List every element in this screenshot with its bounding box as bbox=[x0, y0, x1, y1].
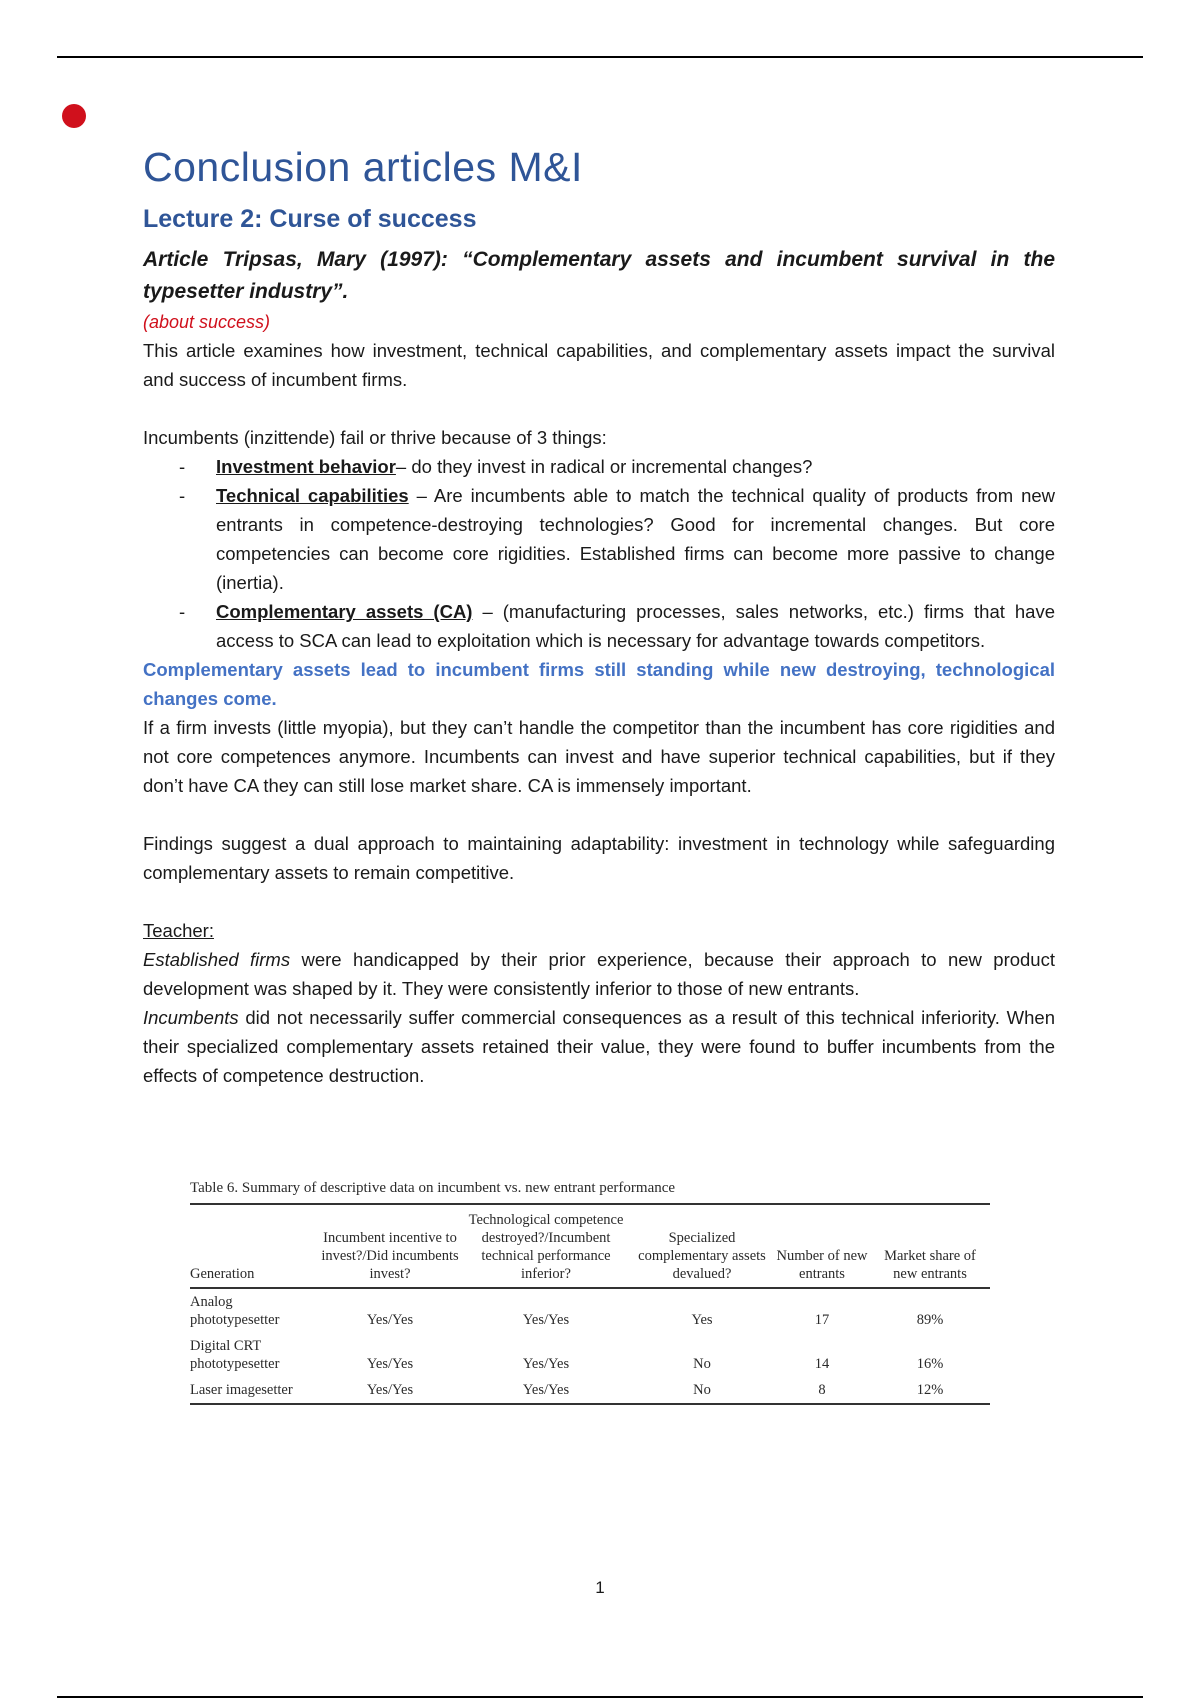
factor-text: – do they invest in radical or incremental changes? bbox=[395, 456, 813, 477]
incumbents-lead: Incumbents (inzittende) fail or thrive because of 3 things: bbox=[143, 427, 607, 448]
factor-text: – Are incumbents able to match the technical quality of products from new entrants in competence-destroying technologies? Good for incremental changes. But core competencies can become core rigidities. Established firms can become more passive to change (inertia). bbox=[216, 485, 1056, 593]
teacher-paragraph-1: Established firms were handicapped by their prior experience, because their approach to new product development was shaped by it. They were consistently inferior to those of new entrants. bbox=[143, 949, 1055, 999]
about-note: (about success) bbox=[143, 312, 271, 332]
summary-table bbox=[190, 1205, 990, 1403]
column-header: Incumbent incentive to invest?/Did incumbents invest? bbox=[321, 1230, 459, 1282]
page-number: 1 bbox=[595, 1578, 605, 1597]
highlight-paragraph: Complementary assets lead to incumbent firms still standing while new destroying, technological changes come. bbox=[143, 659, 1055, 709]
footer-rule bbox=[57, 1696, 1143, 1698]
article-reference: Article Tripsas, Mary (1997): “Complementary assets and incumbent survival in the typesetter industry”. bbox=[143, 248, 1055, 303]
header-rule bbox=[57, 56, 1143, 58]
list-item: - Investment behavior– do they invest in radical or incremental changes? bbox=[179, 456, 813, 477]
column-header: Specialized complementary assets devalued? bbox=[638, 1230, 766, 1282]
table-row: Laser imagesetter Yes/Yes Yes/Yes No 8 12% bbox=[190, 1381, 944, 1398]
findings-paragraph: Findings suggest a dual approach to maintaining adaptability: investment in technology while safeguarding complementary assets to remain competitive. bbox=[143, 833, 1055, 883]
myopia-paragraph: If a firm invests (little myopia), but they can’t handle the competitor than the incumbent has core rigidities and not core competences anymore. Incumbents can invest and have superior technical capabilities, but if they don’t have CA they can still lose market share. CA is immensely important. bbox=[143, 717, 1055, 796]
intro-paragraph: This article examines how investment, technical capabilities, and complementary assets impact the survival and success of incumbent firms. bbox=[143, 340, 1055, 390]
column-header: Generation bbox=[190, 1266, 255, 1282]
factor-list bbox=[143, 452, 1055, 655]
factor-term: Technical capabilities bbox=[216, 485, 409, 506]
red-bullet-icon bbox=[62, 104, 86, 128]
teacher-paragraph-2: Incumbents did not necessarily suffer commercial consequences as a result of this technical inferiority. When their specialized complementary assets retained their value, they were found to buffer incumbents from the effects of competence destruction. bbox=[143, 1007, 1055, 1086]
column-header: Technological competence destroyed?/Incumbent technical performance inferior? bbox=[468, 1212, 624, 1282]
factor-term: Complementary assets (CA) bbox=[216, 601, 473, 622]
list-item: - Technical capabilities – Are incumbents able to match the technical quality of products from new entrants in competence-destroying technologies? Good for incremental changes. But core competencies can become core rigidities. Established firms can become more passive to change (inertia). bbox=[179, 485, 1056, 593]
document-body bbox=[143, 140, 1055, 1090]
column-header: Number of new entrants bbox=[776, 1248, 868, 1282]
column-header: Market share of new entrants bbox=[884, 1248, 976, 1282]
table-row: Analog phototypesetter Yes/Yes Yes/Yes Yes 17 89% bbox=[190, 1293, 944, 1328]
teacher-label: Teacher: bbox=[143, 920, 214, 941]
factor-term: Investment behavior bbox=[216, 456, 396, 477]
lecture-heading: Lecture 2: Curse of success bbox=[143, 205, 477, 233]
summary-table-figure bbox=[190, 1180, 990, 1405]
table-row: Digital CRT phototypesetter Yes/Yes Yes/Yes No 14 16% bbox=[190, 1337, 944, 1372]
table-caption: Table 6. Summary of descriptive data on incumbent vs. new entrant performance bbox=[190, 1180, 676, 1196]
factor-text: – (manufacturing processes, sales networks, etc.) firms that have access to SCA can lead to exploitation which is necessary for advantage towards competitors. bbox=[216, 601, 1055, 651]
page-title: Conclusion articles M&I bbox=[143, 144, 583, 190]
list-item: - Complementary assets (CA) – (manufacturing processes, sales networks, etc.) firms that have access to SCA can lead to exploitation which is necessary for advantage towards competitors. bbox=[179, 601, 1055, 651]
